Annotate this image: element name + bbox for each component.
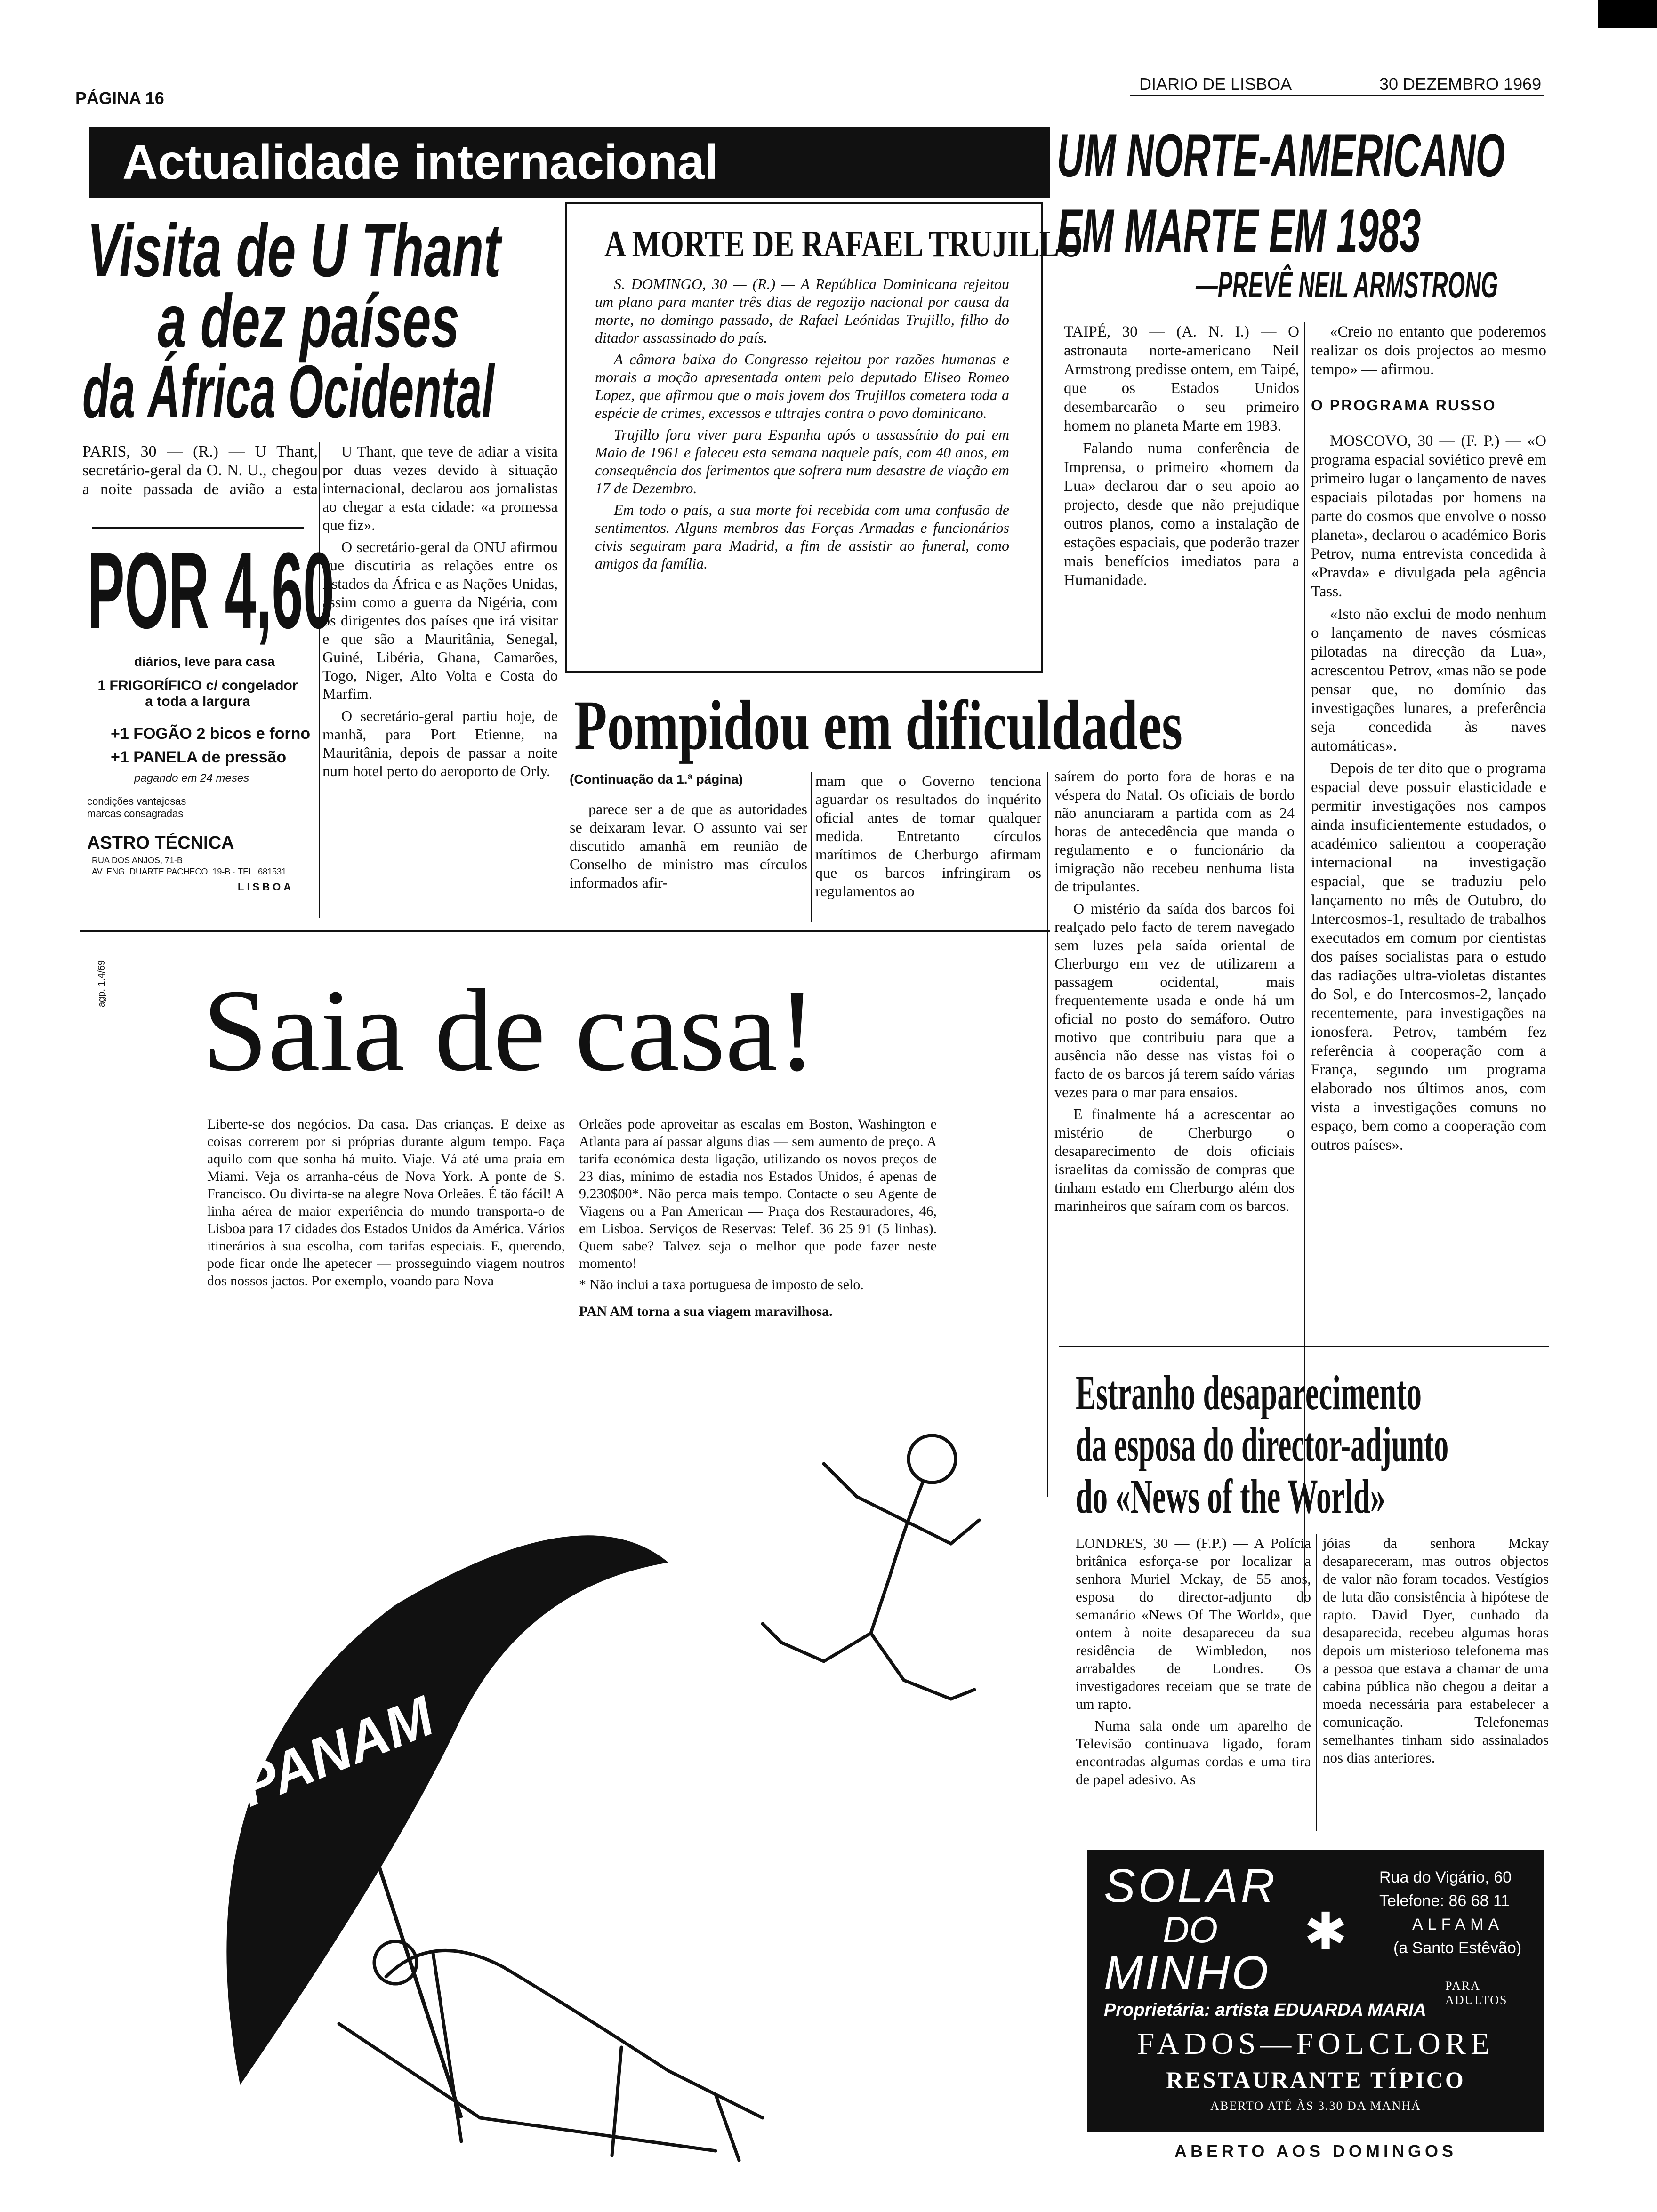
astro-item-1: 1 FRIGORÍFICO c/ congelador a toda a largura (97, 678, 298, 709)
trujillo-headline: A MORTE DE RAFAEL TRUJILLO (604, 224, 1083, 265)
astro-brand: ASTRO TÉCNICA (87, 833, 234, 853)
astro-item-2: +1 FOGÃO 2 bicos e forno (111, 725, 311, 743)
astro-address-1: RUA DOS ANJOS, 71-B (92, 856, 183, 865)
uthant-col-2 (322, 442, 558, 784)
armstrong-col-2 (1311, 322, 1546, 1158)
pompidou-col-2 (815, 772, 1041, 904)
solar-name-1: SOLAR (1104, 1859, 1278, 1912)
armstrong-para-2: Falando numa conferência de Imprensa, o primeiro «homem da Lua» declarou dar o seu apoio ao projecto, desde que não prejudique outros planos, como a instalação de estações espaciais, que poderão trazer mais benefícios imediatos para a Humanidade. (1064, 440, 1299, 589)
pompidou-para-2: mam que o Governo tenciona aguardar os resultados do inquérito oficial antes de tomar qualquer medida. Entretanto círculos marítimos de Cherburgo afirmam que os barcos infringiram os regulamentos ao (815, 772, 1041, 899)
newsworld-headline (1076, 1365, 1546, 1525)
uthant-para-3: O secretário-geral da ONU afirmou que discutiria as relações entre os Estados da África e as Nações Unidas, assim como a guerra da Nigéria, com os dirigentes dos países que irá visitar e que são a Mauritânia, Senegal, Guiné, Libéria, Ghana, Camarões, Togo, Niger, Alto Volta e Costa do Marfim. (322, 538, 558, 702)
uthant-headline-line-1: Visita de U Thant (87, 208, 501, 292)
newsworld-headline-1: Estranho desaparecimento (1076, 1366, 1422, 1420)
armstrong-headline-2: EM MARTE EM 1983 (1057, 196, 1421, 265)
pompidou-para-1: parece ser a de que as autoridades se deixaram levar. O assunto vai ser discutido amanhã em reunião de Conselho de ministro mas círculos informados afir- (570, 801, 807, 891)
newsworld-para-1: LONDRES, 30 — (F.P.) — A Polícia britânica esforça-se por localizar a senhora Muriel Mckay, de 55 anos, esposa do director-adjunto do semanário «News Of The World», que ontem à noite desapareceu da sua residência de Wimbledon, nos arrabaldes de Londres. Os investigadores receiam que se trate de um rapto. (1076, 1535, 1311, 1712)
armstrong-para-4: MOSCOVO, 30 — (F. P.) — «O programa espacial soviético prevê em primeiro lugar o lançamento de naves espaciais pilotadas por homens na parte do cosmos que envolve o nosso planeta», declarou o académico Boris Petrov, numa entrevista concedida à «Pravda» e divulgada pela agência Tass. (1311, 433, 1546, 600)
armstrong-para-5: «Isto não exclui de modo nenhum o lançamento de naves cósmicas pilotadas na direcção da Lua», acrescentou Petrov, «mas não se pode pensar que, no domínio das investigações lunares, a preferência seja concedida às naves automáticas». (1311, 606, 1546, 754)
uthant-headline-line-3: da África Ocidental (82, 349, 494, 433)
trujillo-body (595, 275, 1009, 576)
pompidou-para-3: saírem do porto fora de horas e na véspera do Natal. Os oficiais de bordo não anunciaram a partida com as 24 horas de antecedência que manda o regulamento e o funcionário da imigração não recebeu nenhuma lista de tripulantes. (1054, 768, 1295, 895)
armstrong-para-1: TAIPÉ, 30 — (A. N. I.) — O astronauta norte-americano Neil Armstrong predisse ontem, em Taipé, que os Estados Unidos desembarcarão o seu primeiro homem no planeta Marte em 1983. (1064, 323, 1299, 434)
solar-ad (1087, 1850, 1544, 2179)
panam-illustration (198, 1341, 1045, 2170)
armstrong-byline: —PREVÊ NEIL ARMSTRONG (1196, 264, 1498, 305)
armstrong-para-6: Depois de ter dito que o programa espacial deve possuir elasticidade e permitir investigações nos campos ainda insuficientemente estudados, o académico salientou a cooperação internacional na investigação espacial, que se traduziu pelo lançamento no mês de Outubro, do Intercosmos-1, resultado de trabalhos executados em comum por cientistas dos países socialistas para o estudo das radiações ultra-violetas distantes do Sol, e do Intercosmos-2, lançado recentemente, para investigações na ionosfera. Petrov, também fez referência à cooperação com a França, segundo um programa elaborado nos últimos anos, com vista a investigações comuns no espaço, bem como a cooperação com outros países». (1311, 760, 1546, 1154)
scan-edge-mark (1598, 0, 1657, 28)
solar-name-2: DO (1163, 1909, 1218, 1950)
armstrong-col-1 (1064, 322, 1299, 593)
uthant-headline-line-2: a dez países (158, 279, 460, 363)
solar-phone: Telefone: 86 68 11 (1379, 1892, 1510, 1910)
lounger-icon (339, 1941, 763, 2160)
astro-address-2: AV. ENG. DUARTE PACHECO, 19-B · TEL. 681531 (92, 867, 287, 876)
runner-icon (763, 1435, 979, 1699)
panam-side-code: agp. 1.4/69 (97, 960, 107, 1007)
uthant-para-4: O secretário-geral partiu hoje, de manhã, para Port Etienne, na Mauritânia, depois de passar a noite num hotel perto do aeroporto de Orly. (322, 707, 558, 779)
newsworld-col-rule (1316, 1534, 1317, 1831)
solar-sundays: ABERTO AOS DOMINGOS (1174, 2141, 1457, 2161)
pompidou-para-4: O mistério da saída dos barcos foi realçado pelo facto de terem navegado sem luzes pela saída oriental de Cherburgo em vez de utilizarem a passagem ocidental, mais frequentemente usada e onde há um oficial no posto do semáforo. Outro motivo que contribuiu para que a ausência não desse nas vistas foi o facto de os barcos já terem saído várias vezes para o mar para ensaios. (1054, 900, 1295, 1100)
newsworld-headline-2: da esposa do director-adjunto (1076, 1418, 1449, 1472)
russian-program-subhead: O PROGRAMA RUSSO (1311, 397, 1496, 414)
newsworld-headline-3: do «News of the World» (1076, 1469, 1385, 1523)
pompidou-col-3 (1054, 767, 1295, 1219)
armstrong-headline-1: UM NORTE-AMERICANO (1057, 121, 1505, 190)
star-icon: ✱ (1304, 1903, 1348, 1961)
umbrella-icon (226, 1535, 668, 2118)
panam-footnote: * Não inclui a taxa portuguesa de imposto de selo. (579, 1277, 864, 1292)
pompidou-col-1 (570, 800, 807, 896)
astro-price: POR 4,60 (87, 530, 335, 651)
pompidou-col-rule-2 (1047, 772, 1048, 1497)
solar-name-3: MINHO (1104, 1947, 1271, 1999)
trujillo-para-2: A câmara baixa do Congresso rejeitou por razões humanas e morais a moção apresentada ontem pelo deputado Eliseo Romeo Lopez, que afirmou que o mais jovem dos Trujillos cometera toda a espécie de crimes, excessos e ultrajes contra o povo dominicano. (595, 351, 1009, 421)
astro-top-rule (92, 527, 304, 529)
solar-fados: FADOS—FOLCLORE (1137, 2027, 1495, 2061)
trujillo-box (565, 202, 1083, 673)
uthant-para-2: U Thant, que teve de adiar a visita por duas vezes devido à situação internacional, declarou aos jornalistas ao chegar a esta cidade: «a promessa que fiz». (322, 443, 558, 533)
uthant-para-1: PARIS, 30 — (R.) — U Thant, secretário-geral da O. N. U., chegou a noite passada de avião a esta (82, 443, 318, 498)
panam-para-1: Liberte-se dos negócios. Da casa. Das crianças. E deixe as coisas correrem por si próprias durante algum tempo. Faça aquilo com que sonha há muito. Viaje. Vá até uma praia em Miami. Veja os arranha-céus de Nova York. A ponte de S. Francisco. Ou divirta-se na alegre Nova Orleães. É tão fácil! A linha aérea de maior experiência do mundo transporta-o de Lisboa para 17 cidades dos Estados Unidos da América. Vários itinerários à sua escolha, com tarifas especiais. E, querendo, pode ficar onde lhe apetecer — prosseguindo viagem noutros dos nossos jactos. Por exemplo, voando para Nova (207, 1116, 565, 1289)
section-banner: Actualidade internacional (89, 127, 1050, 198)
solar-district: ALFAMA (1412, 1915, 1504, 1933)
newsworld-para-2: Numa sala onde um aparelho de Televisão continuava ligado, foram encontradas algumas cordas e uma tira de papel adesivo. As (1076, 1717, 1311, 1787)
trujillo-para-1: S. DOMINGO, 30 — (R.) — A República Dominicana rejeitou um plano para manter três dias de regozijo nacional por causa da morte, no domingo passado, de Rafael Leónidas Trujillo, filho do ditador assassinado do país. (595, 275, 1009, 346)
astro-item-3: +1 PANELA de pressão (111, 748, 287, 766)
astro-city: LISBOA (238, 881, 294, 893)
astro-terms: condições vantajosas marcas consagradas (87, 795, 186, 819)
panam-para-2: Orleães pode aproveitar as escalas em Boston, Washington e Atlanta para aí passar alguns dias — sem aumento de preço. A tarifa económica desta ligação, utilizando os novos preços de 23 dias, mínimo de estadia nos Estados Unidos, é apenas de 9.230$00*. Não perca mais tempo. Contacte o seu Agente de Viagens ou a Pan American — Praça dos Restauradores, 46, em Lisboa. Serviços de Reservas: Telef. 36 25 91 (5 linhas). Quem sabe? Talvez seja o melhor que pode fazer neste momento! (579, 1116, 937, 1271)
trujillo-para-4: Em todo o país, a sua morte foi recebida com uma confusão de sentimentos. Alguns membros das Forças Armadas e funcionários civis seguiram para Madrid, a fim de assistir ao funeral, como amigos da família. (595, 501, 1009, 572)
panam-body-col-1 (207, 1115, 565, 1293)
solar-address: Rua do Vigário, 60 (1379, 1868, 1512, 1886)
newsworld-para-3: jóias da senhora Mckay desapareceram, mas outros objectos de valor não foram tocados. Vestígios de luta dão consistência à hipótese de rapto. David Dyer, cunhado da desaparecida, recebeu algumas horas depois um misterioso telefonema mas a pessoa que estava a chamar de uma cabina pública não chegou a deitar a moeda necessária para estabelecer a comunicação. Telefonemas semelhantes tinham sido assinalados nos dias anteriores. (1323, 1535, 1549, 1766)
armstrong-para-3: «Creio no entanto que poderemos realizar os dois projectos ao mesmo tempo» — afirmou. (1311, 323, 1546, 378)
page-number: PÁGINA 16 (75, 88, 164, 108)
uthant-col-rule (319, 442, 320, 918)
pompidou-para-5: E finalmente há a acrescentar ao mistério de Cherburgo o desaparecimento de dois oficiais israelitas da comissão de compras que tinham estado em Cherburgo além dos marinheiros que saíram com os barcos. (1054, 1106, 1295, 1214)
solar-hours: ABERTO ATÉ ÀS 3.30 DA MANHÃ (1210, 2099, 1421, 2113)
panam-top-rule (80, 930, 1050, 932)
panam-tagline: PAN AM torna a sua viagem maravilhosa. (579, 1304, 833, 1319)
newsworld-col-2 (1323, 1534, 1549, 1771)
solar-owner: Proprietária: artista EDUARDA MARIA (1104, 2000, 1426, 2020)
astro-note: pagando em 24 meses (134, 772, 249, 785)
pompidou-col-rule-1 (811, 772, 812, 922)
uthant-headline (82, 207, 560, 433)
umbrella-logo: PANAM (230, 1684, 442, 1819)
solar-adults: PARA ADULTOS (1445, 1979, 1508, 2007)
panam-body-col-2 (579, 1115, 937, 1324)
newsworld-col-1 (1076, 1534, 1311, 1792)
newspaper-name: DIARIO DE LISBOA (1139, 74, 1292, 94)
newsworld-top-rule (1059, 1346, 1549, 1347)
astro-sub: diários, leve para casa (134, 654, 275, 669)
solar-near: (a Santo Estêvão) (1393, 1939, 1522, 1957)
pompidou-continuation: (Continuação da 1.ª página) (570, 772, 743, 786)
trujillo-para-3: Trujillo fora viver para Espanha após o assassínio do pai em Maio de 1961 e faleceu esta semana naquele país, com 40 anos, em consequência dos ferimentos que sofrera num desastre de viação em 17 de Dezembro. (595, 426, 1009, 497)
uthant-col-1 (82, 442, 318, 503)
header-rule (1130, 95, 1544, 96)
astro-ad (82, 508, 335, 918)
pompidou-headline: Pompidou em dificuldades (574, 686, 1183, 764)
solar-restaurant: RESTAURANTE TÍPICO (1166, 2067, 1465, 2093)
panam-headline: Saia de casa! (202, 965, 817, 1096)
issue-date: 30 DEZEMBRO 1969 (1379, 74, 1542, 94)
